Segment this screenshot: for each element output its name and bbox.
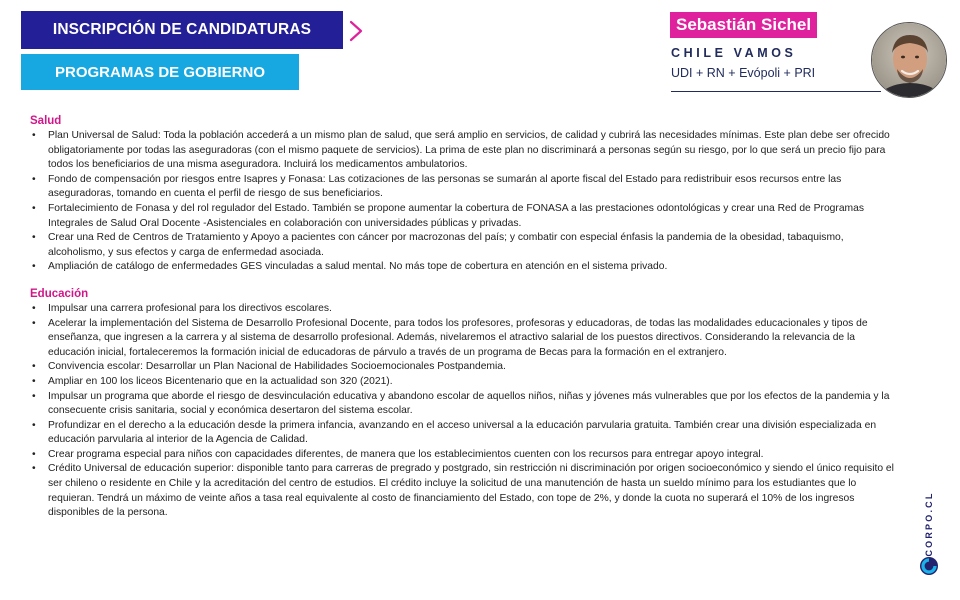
list-item: • Crear una Red de Centros de Tratamiento y Apoyo a pacientes con cáncer por macrozonas del país; y combatir con especial énfasis la pandemia de la obesidad, tabaquismo, alcoholismo, y sus efectos y carga de enfermedad asociada. <box>30 231 900 260</box>
corpo-logo-icon <box>911 462 947 582</box>
section-salud <box>30 114 900 275</box>
corpo-logo-text: CORPO.CL <box>924 491 934 557</box>
programas-gobierno-button[interactable]: PROGRAMAS DE GOBIERNO <box>21 54 299 90</box>
list-item: • Profundizar en el derecho a la educación desde la primera infancia, avanzando en el acceso universal a la educación parvularia gratuita. También crear una división especializada en educación parvularia al interior de la Agencia de Calidad. <box>30 419 900 448</box>
list-item: • Fondo de compensación por riesgos entre Isapres y Fonasa: Las cotizaciones de las personas se sumarán al aporte fiscal del Estado para redistribuir esos recursos entre las aseguradoras, tomando en cuenta el perfil de riesgo de sus beneficiarios. <box>30 173 900 202</box>
candidate-name: Sebastián Sichel <box>670 12 817 38</box>
divider <box>671 91 881 92</box>
list-item: • Convivencia escolar: Desarrollar un Plan Nacional de Habilidades Socioemocionales Postpandemia. <box>30 360 900 375</box>
chevron-right-icon[interactable] <box>347 20 365 42</box>
candidate-coalition: CHILE VAMOS <box>671 46 797 60</box>
section-title: Salud <box>30 115 62 127</box>
list-item: • Crear programa especial para niños con capacidades diferentes, de manera que los establecimientos cuenten con los recursos para entregar apoyo integral. <box>30 448 900 463</box>
bullet-list <box>30 302 900 521</box>
candidate-photo-icon <box>872 23 947 98</box>
list-item: • Impulsar un programa que aborde el riesgo de desvinculación educativa y abandono escolar de aquellos niños, niñas y jóvenes más vulnerables que por los efectos de la pandemia y la consecuente crisis sanitaria, social y económica desertaron del sistema escolar. <box>30 390 900 419</box>
list-item: • Ampliar en 100 los liceos Bicentenario que en la actualidad son 320 (2021). <box>30 375 900 390</box>
list-item: • Crédito Universal de educación superior: disponible tanto para carreras de pregrado y postgrado, sin restricción ni discriminación por origen socioeconómico y siendo el único requisito el ser chileno o residente en Chile y la acreditación del centro de estudios. El crédito incluye la solicitud de una manutención de hasta un sueldo mínimo para los estudiantes que lo requieran. Tendrá un máximo de veinte años a tasa real equivalente al costo de financiamiento del Estado, con tope de 2%, y donde la cuota no superará el 10% de los ingresos disponibles de la persona. <box>30 462 900 520</box>
list-item: • Ampliación de catálogo de enfermedades GES vinculadas a salud mental. No más tope de cobertura en atención en el sistema privado. <box>30 260 900 275</box>
list-item: • Impulsar una carrera profesional para los directivos escolares. <box>30 302 900 317</box>
candidate-parties: UDI + RN + Evópoli + PRI <box>671 66 816 80</box>
bullet-list <box>30 129 900 275</box>
section-title: Educación <box>30 287 89 300</box>
inscripcion-candidaturas-button[interactable]: INSCRIPCIÓN DE CANDIDATURAS <box>21 11 343 49</box>
program-content <box>30 114 900 521</box>
list-item: • Fortalecimiento de Fonasa y del rol regulador del Estado. También se propone aumentar la cobertura de FONASA a las prestaciones odontológicas y crear una Red de Programas Integrales de Salud Oral Docente -Asistenciales en colaboración con universidades públicas y privadas. <box>30 202 900 231</box>
list-item: • Plan Universal de Salud: Toda la población accederá a un mismo plan de salud, que será amplio en servicios, de calidad y cubrirá las necesidades mínimas. Este plan debe ser ofrecido obligatoriamente por todas las aseguradoras (con el mismo paquete de servicios). La prima de este plan no discriminará a personas según su riesgo, por lo que será un precio fijo para todos los beneficiarios de una misma aseguradora. Incluirá los medicamentos ambulatorios. <box>30 129 900 173</box>
section-educacion <box>30 287 900 521</box>
corpo-logo <box>911 462 947 582</box>
candidate-avatar <box>871 22 947 98</box>
list-item: • Acelerar la implementación del Sistema de Desarrollo Profesional Docente, para todos los profesores, profesoras y educadoras, de todas las modalidades educacionales y tipos de enseñanza, que ingresen a la carrera y al sistema de desarrollo profesional. Además, nivelaremos el atractivo salarial de los puestos directivos. Considerando la relevancia de la educación inicial, fortaleceremos la formación inicial de educadoras de párvulo a través de un programa de Becas para la formación en el extranjero. <box>30 317 900 361</box>
